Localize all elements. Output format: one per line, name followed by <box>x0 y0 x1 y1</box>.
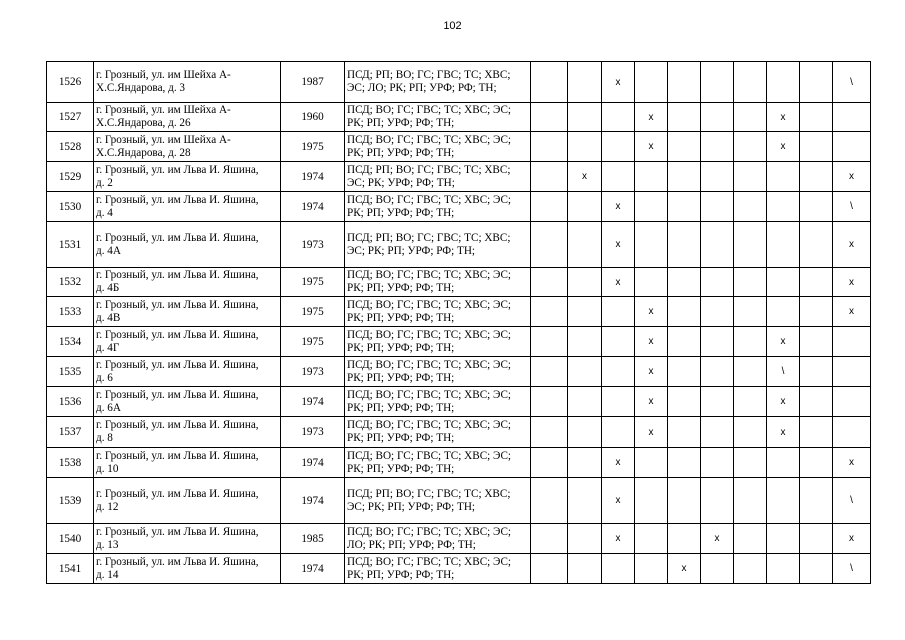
mark-cell <box>635 268 668 297</box>
mark-cell <box>800 357 833 387</box>
mark-cell: x <box>833 268 871 297</box>
mark-cell <box>800 417 833 448</box>
mark-cell: x <box>767 132 800 162</box>
mark-cell <box>833 327 871 357</box>
record-number-cell: 1534 <box>47 327 94 357</box>
mark-cell <box>602 327 635 357</box>
mark-cell <box>602 357 635 387</box>
housing-registry-table <box>46 61 871 584</box>
mark-cell <box>568 132 602 162</box>
mark-cell <box>767 448 800 478</box>
mark-cell <box>531 103 568 132</box>
mark-cell <box>635 554 668 584</box>
mark-cell <box>833 417 871 448</box>
mark-cell <box>767 297 800 327</box>
table-row <box>47 268 871 297</box>
table-row <box>47 448 871 478</box>
mark-cell <box>568 387 602 417</box>
address-cell: г. Грозный, ул. им Льва И. Яшина, д. 2 <box>94 162 281 192</box>
mark-cell <box>568 478 602 524</box>
mark-cell <box>701 478 734 524</box>
mark-cell <box>635 162 668 192</box>
address-cell: г. Грозный, ул. им Льва И. Яшина, д. 6А <box>94 387 281 417</box>
mark-cell: x <box>635 103 668 132</box>
mark-cell <box>602 417 635 448</box>
build-year-cell: 1974 <box>281 478 345 524</box>
mark-cell <box>568 357 602 387</box>
mark-cell <box>734 222 767 268</box>
mark-cell <box>568 448 602 478</box>
table-row <box>47 357 871 387</box>
mark-cell <box>701 417 734 448</box>
mark-cell: x <box>602 268 635 297</box>
mark-cell <box>568 417 602 448</box>
mark-cell <box>531 222 568 268</box>
mark-cell: x <box>833 297 871 327</box>
record-number-cell: 1539 <box>47 478 94 524</box>
mark-cell <box>701 62 734 103</box>
mark-cell <box>734 524 767 554</box>
mark-cell <box>568 297 602 327</box>
mark-cell <box>767 162 800 192</box>
table-row <box>47 222 871 268</box>
mark-cell <box>767 222 800 268</box>
mark-cell <box>668 448 701 478</box>
record-number-cell: 1537 <box>47 417 94 448</box>
record-number-cell: 1533 <box>47 297 94 327</box>
build-year-cell: 1975 <box>281 268 345 297</box>
mark-cell: x <box>635 387 668 417</box>
build-year-cell: 1973 <box>281 417 345 448</box>
table-row <box>47 192 871 222</box>
mark-cell <box>531 192 568 222</box>
mark-cell <box>734 448 767 478</box>
address-cell: г. Грозный, ул. им Шейха А- Х.С.Яндарова, д. 3 <box>94 62 281 103</box>
mark-cell <box>800 192 833 222</box>
mark-cell <box>800 327 833 357</box>
mark-cell <box>568 327 602 357</box>
mark-cell <box>767 478 800 524</box>
systems-cell: ПСД; ВО; ГС; ГВС; ТС; ХВС; ЭС; РК; РП; УРФ; РФ; ТН; <box>345 387 531 417</box>
build-year-cell: 1960 <box>281 103 345 132</box>
mark-cell <box>602 103 635 132</box>
table-row <box>47 417 871 448</box>
mark-cell <box>800 162 833 192</box>
mark-cell: x <box>833 222 871 268</box>
mark-cell <box>701 192 734 222</box>
mark-cell <box>602 297 635 327</box>
record-number-cell: 1530 <box>47 192 94 222</box>
mark-cell <box>531 524 568 554</box>
mark-cell <box>635 222 668 268</box>
mark-cell <box>701 162 734 192</box>
table-row <box>47 103 871 132</box>
mark-cell <box>602 132 635 162</box>
record-number-cell: 1526 <box>47 62 94 103</box>
address-cell: г. Грозный, ул. им Льва И. Яшина, д. 4Г <box>94 327 281 357</box>
mark-cell <box>734 478 767 524</box>
mark-cell <box>568 62 602 103</box>
mark-cell <box>568 222 602 268</box>
mark-cell <box>668 524 701 554</box>
mark-cell <box>635 192 668 222</box>
mark-cell <box>800 387 833 417</box>
systems-cell: ПСД; РП; ВО; ГС; ГВС; ТС; ХВС; ЭС; РК; УРФ; РФ; ТН; <box>345 162 531 192</box>
systems-cell: ПСД; ВО; ГС; ГВС; ТС; ХВС; ЭС; РК; РП; УРФ; РФ; ТН; <box>345 103 531 132</box>
mark-cell <box>734 62 767 103</box>
build-year-cell: 1974 <box>281 162 345 192</box>
build-year-cell: 1974 <box>281 448 345 478</box>
mark-cell: x <box>767 387 800 417</box>
record-number-cell: 1538 <box>47 448 94 478</box>
record-number-cell: 1529 <box>47 162 94 192</box>
mark-cell <box>800 554 833 584</box>
build-year-cell: 1974 <box>281 554 345 584</box>
mark-cell <box>833 387 871 417</box>
mark-cell <box>767 524 800 554</box>
mark-cell <box>668 192 701 222</box>
mark-cell <box>531 417 568 448</box>
address-cell: г. Грозный, ул. им Льва И. Яшина, д. 8 <box>94 417 281 448</box>
mark-cell: x <box>602 524 635 554</box>
mark-cell <box>800 268 833 297</box>
mark-cell <box>701 268 734 297</box>
mark-cell <box>635 62 668 103</box>
mark-cell <box>800 222 833 268</box>
mark-cell <box>531 327 568 357</box>
mark-cell <box>767 62 800 103</box>
mark-cell <box>568 268 602 297</box>
mark-cell <box>568 554 602 584</box>
address-cell: г. Грозный, ул. им Льва И. Яшина, д. 12 <box>94 478 281 524</box>
mark-cell <box>668 132 701 162</box>
mark-cell: x <box>833 162 871 192</box>
mark-cell: x <box>602 448 635 478</box>
address-cell: г. Грозный, ул. им Льва И. Яшина, д. 4В <box>94 297 281 327</box>
table-row <box>47 132 871 162</box>
mark-cell <box>531 554 568 584</box>
mark-cell <box>767 554 800 584</box>
table-row <box>47 387 871 417</box>
mark-cell <box>531 132 568 162</box>
mark-cell <box>668 417 701 448</box>
systems-cell: ПСД; ВО; ГС; ГВС; ТС; ХВС; ЭС; РК; РП; УРФ; РФ; ТН; <box>345 448 531 478</box>
systems-cell: ПСД; ВО; ГС; ГВС; ТС; ХВС; ЭС; РК; РП; УРФ; РФ; ТН; <box>345 417 531 448</box>
table-row <box>47 327 871 357</box>
systems-cell: ПСД; ВО; ГС; ГВС; ТС; ХВС; ЭС; РК; РП; УРФ; РФ; ТН; <box>345 132 531 162</box>
mark-cell <box>701 132 734 162</box>
table-row <box>47 554 871 584</box>
build-year-cell: 1974 <box>281 387 345 417</box>
page-number: 102 <box>443 20 462 32</box>
build-year-cell: 1973 <box>281 357 345 387</box>
mark-cell <box>668 327 701 357</box>
mark-cell <box>734 297 767 327</box>
record-number-cell: 1540 <box>47 524 94 554</box>
mark-cell <box>767 192 800 222</box>
mark-cell <box>531 268 568 297</box>
systems-cell: ПСД; ВО; ГС; ГВС; ТС; ХВС; ЭС; РК; РП; УРФ; РФ; ТН; <box>345 268 531 297</box>
build-year-cell: 1974 <box>281 192 345 222</box>
mark-cell <box>800 448 833 478</box>
mark-cell <box>668 62 701 103</box>
mark-cell <box>734 103 767 132</box>
address-cell: г. Грозный, ул. им Льва И. Яшина, д. 4 <box>94 192 281 222</box>
address-cell: г. Грозный, ул. им Шейха А- Х.С.Яндарова, д. 26 <box>94 103 281 132</box>
systems-cell: ПСД; ВО; ГС; ГВС; ТС; ХВС; ЭС; РК; РП; УРФ; РФ; ТН; <box>345 554 531 584</box>
mark-cell <box>734 268 767 297</box>
mark-cell <box>568 192 602 222</box>
mark-cell: x <box>635 132 668 162</box>
mark-cell <box>568 524 602 554</box>
mark-cell <box>531 478 568 524</box>
record-number-cell: 1536 <box>47 387 94 417</box>
mark-cell <box>668 478 701 524</box>
table-row <box>47 297 871 327</box>
mark-cell: x <box>602 62 635 103</box>
mark-cell <box>701 222 734 268</box>
mark-cell <box>668 297 701 327</box>
mark-cell <box>531 357 568 387</box>
mark-cell <box>531 297 568 327</box>
mark-cell <box>531 162 568 192</box>
mark-cell <box>602 387 635 417</box>
mark-cell <box>635 478 668 524</box>
mark-cell <box>800 524 833 554</box>
mark-cell <box>568 103 602 132</box>
systems-cell: ПСД; ВО; ГС; ГВС; ТС; ХВС; ЭС; ЛО; РК; РП; УРФ; РФ; ТН; <box>345 524 531 554</box>
build-year-cell: 1975 <box>281 327 345 357</box>
systems-cell: ПСД; ВО; ГС; ГВС; ТС; ХВС; ЭС; РК; РП; УРФ; РФ; ТН; <box>345 357 531 387</box>
mark-cell <box>701 297 734 327</box>
mark-cell <box>734 132 767 162</box>
mark-cell <box>734 554 767 584</box>
mark-cell <box>833 103 871 132</box>
mark-cell: x <box>833 448 871 478</box>
address-cell: г. Грозный, ул. им Льва И. Яшина, д. 6 <box>94 357 281 387</box>
table-row <box>47 162 871 192</box>
mark-cell: x <box>701 524 734 554</box>
mark-cell <box>833 357 871 387</box>
mark-cell <box>734 327 767 357</box>
mark-cell <box>734 192 767 222</box>
mark-cell: x <box>767 327 800 357</box>
mark-cell <box>531 448 568 478</box>
mark-cell: \ <box>833 62 871 103</box>
address-cell: г. Грозный, ул. им Льва И. Яшина, д. 13 <box>94 524 281 554</box>
build-year-cell: 1975 <box>281 297 345 327</box>
mark-cell <box>701 103 734 132</box>
mark-cell: x <box>767 417 800 448</box>
systems-cell: ПСД; ВО; ГС; ГВС; ТС; ХВС; ЭС; РК; РП; УРФ; РФ; ТН; <box>345 327 531 357</box>
mark-cell <box>701 387 734 417</box>
mark-cell: x <box>635 417 668 448</box>
address-cell: г. Грозный, ул. им Льва И. Яшина, д. 10 <box>94 448 281 478</box>
mark-cell <box>668 222 701 268</box>
mark-cell <box>701 327 734 357</box>
mark-cell: \ <box>767 357 800 387</box>
record-number-cell: 1527 <box>47 103 94 132</box>
record-number-cell: 1532 <box>47 268 94 297</box>
mark-cell <box>668 268 701 297</box>
mark-cell <box>701 357 734 387</box>
mark-cell: x <box>568 162 602 192</box>
build-year-cell: 1987 <box>281 62 345 103</box>
mark-cell <box>668 357 701 387</box>
mark-cell <box>602 162 635 192</box>
mark-cell: x <box>635 357 668 387</box>
mark-cell: x <box>668 554 701 584</box>
mark-cell <box>668 162 701 192</box>
mark-cell <box>602 554 635 584</box>
mark-cell <box>800 297 833 327</box>
mark-cell: x <box>602 222 635 268</box>
mark-cell <box>701 554 734 584</box>
mark-cell <box>800 62 833 103</box>
mark-cell: \ <box>833 554 871 584</box>
mark-cell <box>701 448 734 478</box>
mark-cell: x <box>635 327 668 357</box>
build-year-cell: 1975 <box>281 132 345 162</box>
mark-cell: \ <box>833 478 871 524</box>
mark-cell: x <box>602 192 635 222</box>
mark-cell <box>635 524 668 554</box>
systems-cell: ПСД; ВО; ГС; ГВС; ТС; ХВС; ЭС; РК; РП; УРФ; РФ; ТН; <box>345 297 531 327</box>
address-cell: г. Грозный, ул. им Льва И. Яшина, д. 4Б <box>94 268 281 297</box>
table-row <box>47 62 871 103</box>
mark-cell: x <box>602 478 635 524</box>
systems-cell: ПСД; РП; ВО; ГС; ГВС; ТС; ХВС; ЭС; РК; РП; УРФ; РФ; ТН; <box>345 222 531 268</box>
address-cell: г. Грозный, ул. им Льва И. Яшина, д. 4А <box>94 222 281 268</box>
mark-cell: x <box>767 103 800 132</box>
record-number-cell: 1541 <box>47 554 94 584</box>
mark-cell <box>668 103 701 132</box>
mark-cell <box>734 387 767 417</box>
table-row <box>47 478 871 524</box>
mark-cell <box>800 103 833 132</box>
mark-cell: x <box>635 297 668 327</box>
mark-cell: x <box>833 524 871 554</box>
build-year-cell: 1973 <box>281 222 345 268</box>
table-row <box>47 524 871 554</box>
systems-cell: ПСД; РП; ВО; ГС; ГВС; ТС; ХВС; ЭС; ЛО; РК; РП; УРФ; РФ; ТН; <box>345 62 531 103</box>
mark-cell <box>800 132 833 162</box>
systems-cell: ПСД; РП; ВО; ГС; ГВС; ТС; ХВС; ЭС; РК; РП; УРФ; РФ; ТН; <box>345 478 531 524</box>
record-number-cell: 1535 <box>47 357 94 387</box>
mark-cell <box>635 448 668 478</box>
mark-cell <box>734 357 767 387</box>
systems-cell: ПСД; ВО; ГС; ГВС; ТС; ХВС; ЭС; РК; РП; УРФ; РФ; ТН; <box>345 192 531 222</box>
mark-cell <box>833 132 871 162</box>
address-cell: г. Грозный, ул. им Шейха А- Х.С.Яндарова, д. 28 <box>94 132 281 162</box>
mark-cell <box>668 387 701 417</box>
mark-cell <box>800 478 833 524</box>
mark-cell <box>734 417 767 448</box>
build-year-cell: 1985 <box>281 524 345 554</box>
record-number-cell: 1528 <box>47 132 94 162</box>
address-cell: г. Грозный, ул. им Льва И. Яшина, д. 14 <box>94 554 281 584</box>
mark-cell <box>531 62 568 103</box>
record-number-cell: 1531 <box>47 222 94 268</box>
mark-cell <box>531 387 568 417</box>
mark-cell <box>767 268 800 297</box>
mark-cell: \ <box>833 192 871 222</box>
mark-cell <box>734 162 767 192</box>
